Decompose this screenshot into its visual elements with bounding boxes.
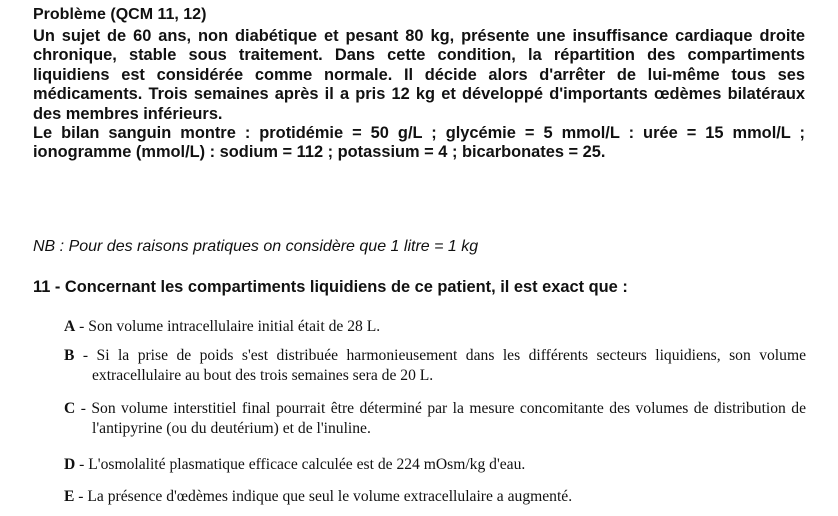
option-separator: - <box>75 318 89 335</box>
option-letter: A <box>64 318 76 335</box>
question-heading: 11 - Concernant les compartiments liquidiens de ce patient, il est exact que : <box>33 278 628 296</box>
problem-statement-block <box>33 27 805 163</box>
option-letter: C <box>64 400 76 417</box>
option-text: Son volume intracellulaire initial était de 28 L. <box>88 318 381 335</box>
problem-title: Problème (QCM 11, 12) <box>33 6 207 23</box>
option-letter: D <box>64 456 76 473</box>
option-text: L'osmolalité plasmatique efficace calculée est de 224 mOsm/kg d'eau. <box>88 456 526 473</box>
note: NB : Pour des raisons pratiques on considère que 1 litre = 1 kg <box>33 238 479 255</box>
option-separator: - <box>74 488 88 505</box>
lab-results: Le bilan sanguin montre : protidémie = 50 g/L ; glycémie = 5 mmol/L : urée = 15 mmol/L ; ionogramme (mmol/L) : sodium = 112 ; potassium = 4 ; bicarbonates = 25. <box>33 124 805 162</box>
option-text: Si la prise de poids s'est distribuée harmonieusement dans les différents secteurs liquidiens, son volume extracellulaire au bout des trois semaines sera de 20 L. <box>92 347 806 384</box>
option-c <box>64 399 806 438</box>
option-d <box>64 455 806 475</box>
problem-statement: Un sujet de 60 ans, non diabétique et pesant 80 kg, présente une insuffisance cardiaque droite chronique, stable sous traitement. Dans cette condition, la répartition des compartiments liquidiens est considérée comme normale. Il décide alors d'arrêter de lui-même tous ses médicaments. Trois semaines après il a pris 12 kg et développé d'importants œdèmes bilatéraux des membres inférieurs. <box>33 27 805 123</box>
option-e <box>64 487 806 507</box>
option-separator: - <box>74 347 97 364</box>
option-separator: - <box>75 456 89 473</box>
option-text: Son volume interstitiel final pourrait être déterminé par la mesure concomitante des volumes de distribution de l'antipyrine (ou du deutérium) et de l'inuline. <box>91 400 806 437</box>
option-text: La présence d'œdèmes indique que seul le volume extracellulaire a augmenté. <box>87 488 573 505</box>
option-letter: B <box>64 347 75 364</box>
option-a <box>64 317 806 337</box>
option-letter: E <box>64 488 75 505</box>
option-b <box>64 346 806 385</box>
option-separator: - <box>75 400 92 417</box>
